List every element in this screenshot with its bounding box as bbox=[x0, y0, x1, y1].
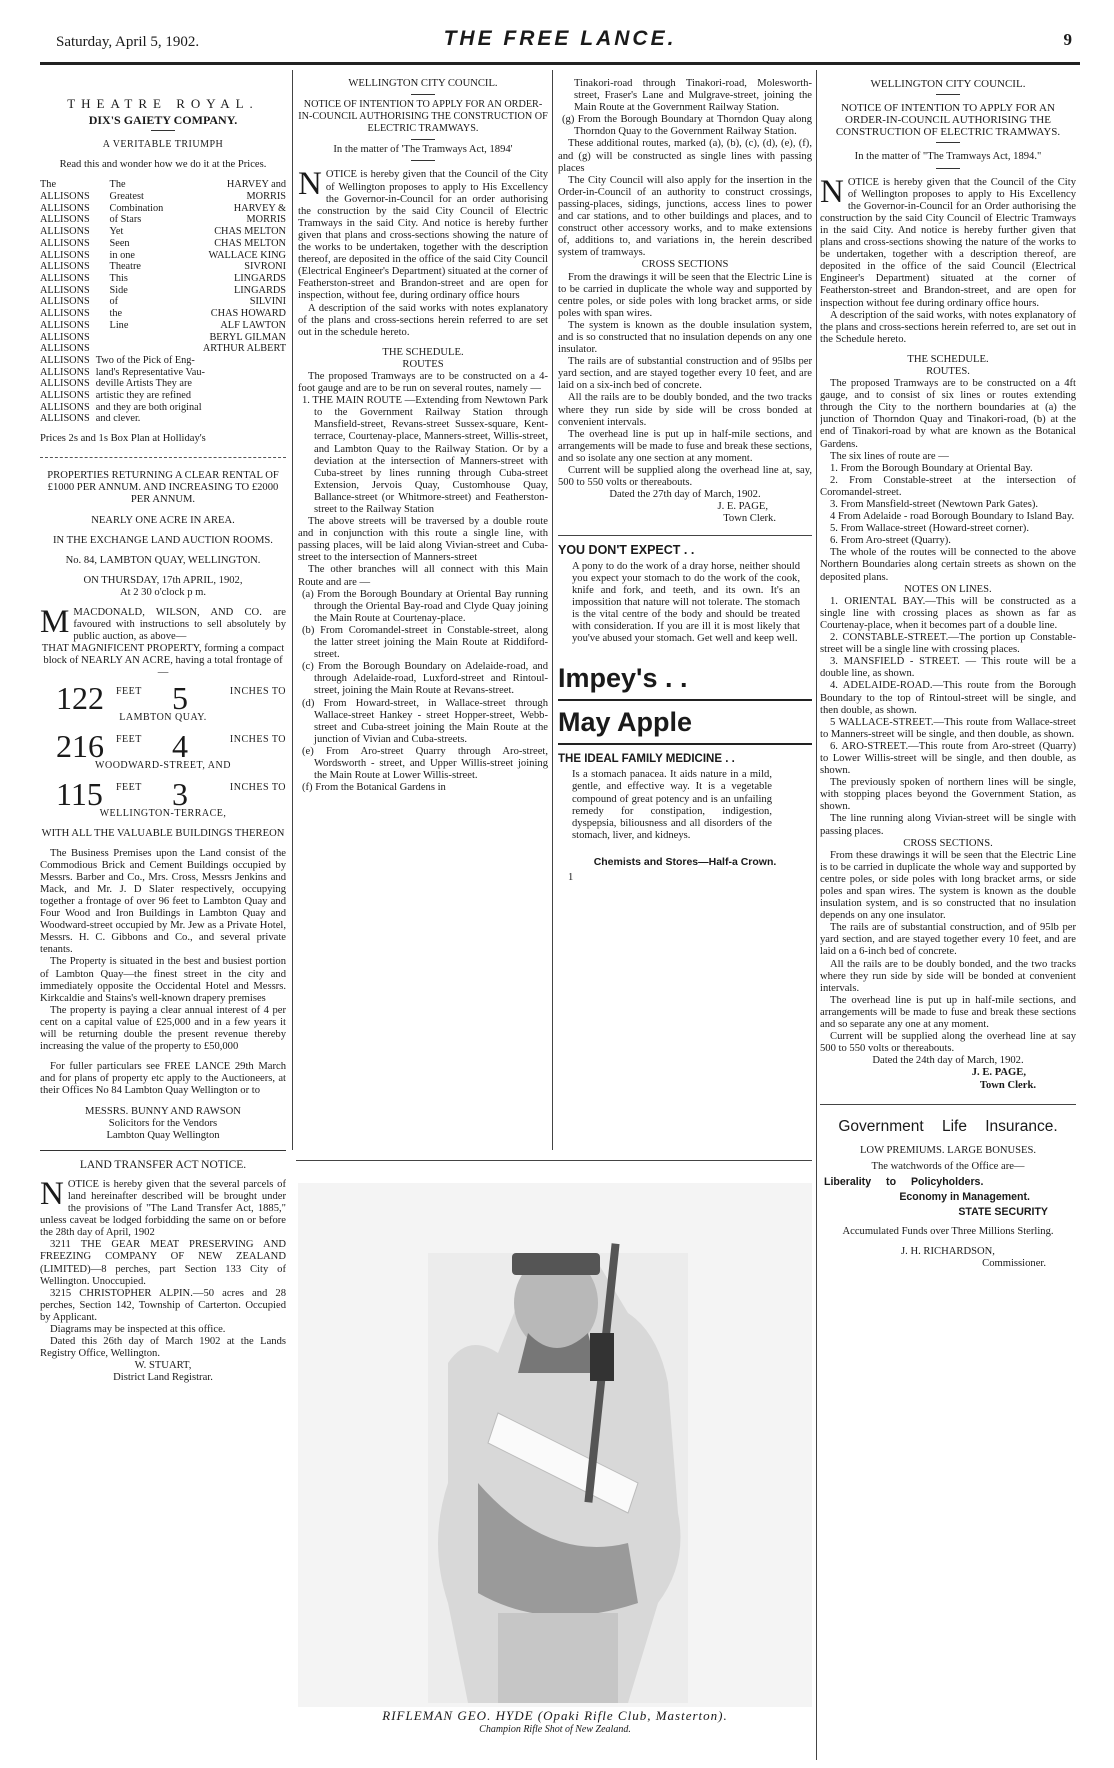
cs-current: Current will be supplied along the overhead line at, say, 500 to 550 volts or thereabouts. bbox=[558, 465, 812, 489]
note-item: 2. CONSTABLE-STREET.—The portion up Constable-street will be a single line with crossing places. bbox=[820, 632, 1076, 656]
cast-row bbox=[40, 179, 286, 191]
cast-cell: ALLISONS bbox=[40, 261, 90, 273]
cast-cell: CHAS HOWARD bbox=[210, 308, 286, 320]
inches-label: INCHES TO bbox=[229, 781, 286, 793]
land-signature: W. STUART, bbox=[134, 1360, 192, 1372]
cast-row bbox=[40, 367, 286, 379]
cast-cell: HARVEY and bbox=[226, 179, 286, 191]
inches-label: INCHES TO bbox=[229, 733, 286, 745]
cast-cell: WALLACE KING bbox=[208, 249, 286, 261]
notice-body-2-text: OTICE is hereby given that the Council of the City of Wellington proposes to apply to His Excellency the Governor-in-Council for an Order authorising the construction by the said City Council of Electric Tramways in the said City. And notice is hereby further given that plans and cross-sections showing the nature of the works to be undertaken, together with a description thereof, are deposited in the office of the said Council (Electrical Engineer's Department) situated at the corner of Featherston-street and Brandon-street, and are open for inspection without fee during ordinary office hours. bbox=[820, 176, 1076, 309]
photo-top-rule bbox=[296, 1160, 812, 1161]
route-line: 5. From Wallace-street (Howard-street corner). bbox=[830, 523, 1029, 535]
route-f-cont: Tinakori-road through Tinakori-road, Molesworth-street, Fraser's Lane and Mulgrave-street, joining the Main Route at the Government Railway Station. bbox=[574, 78, 812, 114]
branch-routes bbox=[298, 589, 548, 795]
frontage-front1 bbox=[40, 679, 286, 728]
prop-interest: The property is paying a clear annual interest of 4 per cent on a capital value of £25,000 and in a few years it will be returning double the present revenue thereby increasing the value of the property to £50,000 bbox=[40, 1004, 286, 1053]
cast-cell: MORRIS bbox=[246, 214, 286, 226]
read-line: Read this and wonder how we do it at the Prices. bbox=[59, 159, 267, 171]
cast-row bbox=[40, 378, 286, 390]
additional-routes: These additional routes, marked (a), (b), (c), (d), (e), (f), and (g) will be constructed as single lines with passing places bbox=[558, 138, 812, 174]
cast-row bbox=[40, 413, 286, 425]
cast-cell: ALLISONS bbox=[40, 249, 90, 261]
caption-line-2: Champion Rifle Shot of New Zealand. bbox=[479, 1724, 631, 1736]
route-line: 1. From the Borough Boundary at Oriental Bay. bbox=[830, 462, 1033, 474]
route-line: 4 From Adelaide - road Borough Boundary to Island Bay. bbox=[830, 511, 1075, 523]
cast-cell: ALLISONS bbox=[40, 273, 90, 284]
ad-number: 1 bbox=[568, 871, 574, 883]
photo-caption bbox=[298, 1710, 812, 1736]
feet-label: FEET bbox=[116, 685, 142, 697]
route-line: 2. From Constable-street at the intersection of Coromandel-street. bbox=[820, 474, 1076, 498]
cs-current-2: Current will be supplied along the overhead line at say 500 to 550 volts or thereabouts. bbox=[820, 1031, 1076, 1055]
gauge-text: The proposed Tramways are to be constructed on a 4-foot gauge and are to be run on several routes, namely — bbox=[298, 370, 548, 395]
prop-solicitors: MESSRS. BUNNY AND RAWSON bbox=[85, 1105, 241, 1117]
cast-cell: Two of the Pick of Eng- bbox=[95, 354, 195, 366]
accumulated: Accumulated Funds over Three Millions Sterling. bbox=[842, 1226, 1054, 1238]
notice-body-text: OTICE is hereby given that the Council of the City of Wellington proposes to apply to His Excellency the Governor-in-Council for an order authorising the construction by the said City Council of Electric Tramways in the said City. And notice is hereby further given that plans and cross-sections showing the nature of the works to be undertaken, together with the description thereof, are deposited in the office of the said City Council (Electrical Engineer's Department) situated at the corner of Featherston-street and Brandon-street and are open for inspection, without fee, during ordinary office hours bbox=[298, 169, 548, 302]
cast-cell: the bbox=[109, 308, 123, 320]
cast-cell: LINGARDS bbox=[233, 284, 286, 296]
frontage-front2 bbox=[40, 727, 286, 776]
issue-date: Saturday, April 5, 1902. bbox=[56, 34, 200, 50]
frontage-inches: 4 bbox=[172, 727, 188, 764]
impey-title: Impey's . . bbox=[558, 663, 688, 694]
cast-cell: ALLISONS bbox=[40, 191, 90, 203]
cast-cell bbox=[104, 332, 180, 344]
column-3 bbox=[558, 78, 812, 1158]
watchwords: The watchwords of the Office are— bbox=[871, 1160, 1025, 1172]
cast-cell: ALLISONS bbox=[40, 331, 90, 343]
gauge-text-2: The proposed Tramways are to be constructed on a 4ft gauge, and to consist of six lines or routes extending through the City to the northern boundaries at (a) the junction of Thorndon Quay and Tinakori-road, (b) at the end of Tinakori-road by what are known as the Botanical Gardens. bbox=[820, 378, 1076, 450]
cast-cell: ALLISONS bbox=[40, 366, 90, 378]
cross-sections-heading-2: CROSS SECTIONS. bbox=[903, 837, 993, 849]
land-diagrams: Diagrams may be inspected at this office. bbox=[50, 1324, 226, 1336]
notes-heading: NOTES ON LINES. bbox=[904, 583, 992, 595]
prop-premises: The Business Premises upon the Land consist of the Commodious Brick and Cement Buildings occupied by Messrs. Barber and Co., Mrs. Cross, Messrs Jenkins and Mack, and Mr. J. D Slater respectively, occupying together a frontage of over 96 feet to Lambton Quay and Four Wood and Iron Buildings in Lambton Quay and Woodward-street occupied by Mr. Jew as a Private Hotel, Messrs. H. C. Gibbons and Co., and several private tenants. bbox=[40, 847, 286, 956]
cast-row bbox=[40, 308, 286, 320]
cast-cell: Line bbox=[109, 319, 129, 331]
page-number: 9 bbox=[1063, 30, 1072, 49]
cast-cell: ALLISONS bbox=[40, 390, 90, 402]
cast-row bbox=[40, 402, 286, 414]
schedule-heading: THE SCHEDULE. bbox=[382, 346, 464, 358]
commissioner-title: Commissioner. bbox=[982, 1258, 1046, 1270]
cast-cell: LINGARDS bbox=[233, 273, 286, 284]
cast-row bbox=[40, 261, 286, 273]
double-route: The above streets will be traversed by a double route and in conjunction with this route a single line, with passing places, will be laid along Vivian-street and Cuba-street to the intersection of Manners-street bbox=[298, 516, 548, 564]
inches-label: INCHES TO bbox=[229, 685, 286, 697]
column-divider bbox=[816, 70, 817, 1760]
prop-buildings: WITH ALL THE VALUABLE BUILDINGS THEREON bbox=[41, 827, 285, 839]
land-transfer-notice bbox=[40, 1159, 286, 1385]
notice-body: NOTICE is hereby given that the Council of the City of Wellington proposes to apply to His Excellency the Governor-in-Council for an order authorising the construction by the said City Council of Electric Tramways in the said City. And notice is hereby further given that plans and cross-sections showing the nature of the works to be undertaken, together with the description thereof, are deposited in the office of the said City Council (Electrical Engineer's Department) situated at the corner of Featherston-street and Brandon-street and are open for inspection, without fee, during ordinary office hours bbox=[298, 166, 548, 302]
land-parcel-1: 3211 THE GEAR MEAT PRESERVING AND FREEZING COMPANY OF NEW ZEALAND (LIMITED)—8 perches, part Section 133 City of Wellington. Unoccupied. bbox=[40, 1239, 286, 1287]
company-name: DIX'S GAIETY COMPANY. bbox=[88, 113, 238, 128]
cast-cell: ALLISONS bbox=[40, 202, 90, 214]
prop-situation: The Property is situated in the best and busiest portion of Lambton Quay—the finest street in the city and immediately opposite the Occidental Hotel and Messrs. Kirkcaldie and Stains's well-known drapery premises bbox=[40, 956, 286, 1004]
cast-cell: ALF LAWTON bbox=[220, 319, 286, 331]
prop-particulars: For fuller particulars see FREE LANCE 29th March and for plans of property etc apply to the Auctioneers, at their Offices No 84 Lambton Quay Wellington or to bbox=[40, 1061, 286, 1097]
feet-label: FEET bbox=[116, 781, 142, 793]
cast-cell: Yet bbox=[109, 226, 124, 238]
cast-cell: Theatre bbox=[109, 261, 141, 273]
note-item: 6. ARO-STREET.—This route from Aro-street (Quarry) to Lower Willis-street will be single, and then double, as shown. bbox=[820, 740, 1076, 777]
cast-cell: ALLISONS bbox=[40, 214, 90, 226]
ideal-heading: THE IDEAL FAMILY MEDICINE . . bbox=[558, 753, 735, 766]
council-title: WELLINGTON CITY COUNCIL. bbox=[348, 78, 498, 89]
cs-overhead: The overhead line is put up in half-mile sections, and arrangements will be made to fuse and break these sections, and so isolate any one section at any moment. bbox=[558, 428, 812, 464]
column-divider bbox=[292, 70, 293, 1150]
ideal-body: Is a stomach panacea. It aids nature in a mild, gentle, and effective way. It is a vegetable compound of great potency and is an unfailing remedy for constipation, indigestion, dyspepsia, biliousness and all disorders of the stomach, liver, and kidneys. bbox=[572, 769, 772, 841]
cast-cell: ALLISONS bbox=[40, 284, 90, 296]
frontages bbox=[40, 679, 286, 824]
prop-headline: PROPERTIES RETURNING A CLEAR RENTAL OF £1000 PER ANNUM. AND INCREASING TO £2000 PER ANNUM. bbox=[47, 470, 279, 506]
branch-route: (e) From Aro-street Quarry through Aro-street, Wordsworth - street, and Upper Willis-street joining the Main Route at Lower Willis-street. bbox=[302, 745, 548, 782]
note-item: 3. MANSFIELD - STREET. — This route will be a double line, as shown. bbox=[820, 656, 1076, 680]
cs-bonded-2: All the rails are to be doubly bonded, and the two tracks where they run side by side will be bonded at convenient intervals. bbox=[820, 958, 1076, 994]
prop-time: At 2 30 o'clock p m. bbox=[119, 586, 207, 598]
prop-rooms: IN THE EXCHANGE LAND AUCTION ROOMS. bbox=[53, 534, 273, 546]
cs-system: The system is known as the double insulation system, and is so constructed that no insulation depends on any one insulator. bbox=[558, 319, 812, 356]
land-notice-text: OTICE is hereby given that the several parcels of land hereinafter described will be brought under the provisions of "The Land Transfer Act, 1885," unless caveat be lodged forbidding the same on or before the 28th day of April, 1902 bbox=[40, 1178, 286, 1239]
note-item: 1. ORIENTAL BAY.—This will be constructed as a single line with crossing places as shown as far as Courtenay-place, when it becomes part of a double line. bbox=[820, 595, 1076, 631]
dated-line: Dated the 27th day of March, 1902. bbox=[609, 489, 761, 501]
cs-overhead-2: The overhead line is put up in half-mile sections, and arrangements will be made to fuse and break these sections and so separate any one at any moment. bbox=[820, 994, 1076, 1031]
cast-cell: ALLISONS bbox=[40, 354, 90, 366]
cast-row bbox=[40, 390, 286, 402]
cast-cell: MORRIS bbox=[246, 191, 286, 203]
prop-vendors: Solicitors for the Vendors bbox=[108, 1117, 218, 1129]
cast-table-tail bbox=[40, 355, 286, 425]
cast-cell: ALLISONS bbox=[40, 343, 90, 355]
cs-bonded: All the rails are to be doubly bonded, and the two tracks where they run side by side will be cross bonded at convenient intervals. bbox=[558, 392, 812, 428]
frontage-feet: 216 bbox=[56, 727, 104, 764]
signature-2: J. E. PAGE, bbox=[971, 1067, 1026, 1079]
economy: Economy in Management. bbox=[899, 1190, 1030, 1203]
tramways-act-2: In the matter of "The Tramways Act, 1894." bbox=[854, 151, 1042, 163]
prop-address: No. 84, LAMBTON QUAY, WELLINGTON. bbox=[65, 554, 261, 566]
schedule-heading-2: THE SCHEDULE. bbox=[907, 353, 989, 365]
branch-route: (f) From the Botanical Gardens in bbox=[302, 782, 446, 794]
cast-cell: Greatest bbox=[109, 191, 144, 203]
cast-cell: and clever. bbox=[95, 413, 141, 425]
cast-cell: BERYL GILMAN bbox=[209, 331, 286, 343]
tramways-act: In the matter of 'The Tramways Act, 1894' bbox=[333, 144, 513, 156]
land-dated: Dated this 26th day of March 1902 at the Lands Registry Office, Wellington. bbox=[40, 1336, 286, 1360]
prop-auctioneer: MMACDONALD, WILSON, AND CO. are favoured with instructions to sell absolutely by public auction, as above— bbox=[40, 603, 286, 643]
cast-row bbox=[40, 238, 286, 250]
notice-heading-2: NOTICE OF INTENTION TO APPLY FOR AN ORDER-IN-COUNCIL AUTHORISING THE CONSTRUCTION OF ELECTRIC TRAMWAYS. bbox=[835, 102, 1061, 138]
prop-auctioneer-text: MACDONALD, WILSON, AND CO. are favoured with instructions to sell absolutely by public auction, as above— bbox=[73, 606, 286, 643]
frontage-street: LAMBTON QUAY. bbox=[119, 711, 207, 723]
cast-cell: CHAS MELTON bbox=[214, 226, 286, 238]
dated-line-2: Dated the 24th day of March, 1902. bbox=[872, 1055, 1024, 1067]
cast-cell: ALLISONS bbox=[40, 401, 90, 413]
prop-intro: THAT MAGNIFICENT PROPERTY, forming a compact block of NEARLY AN ACRE, having a total frontage of— bbox=[41, 643, 285, 679]
cast-cell: CHAS MELTON bbox=[214, 237, 286, 249]
cast-row bbox=[40, 285, 286, 297]
cast-cell: and they are both original bbox=[95, 401, 202, 413]
cast-row bbox=[40, 250, 286, 262]
prices-line: Prices 2s and 1s Box Plan at Holliday's bbox=[40, 433, 206, 445]
branch-route: (d) From Howard-street, in Wallace-street through Wallace-street Hankey - street Hopper-street, Webb-street and Cuba-street joining the Main Route at the junction of Vivian and Cuba-streets. bbox=[302, 697, 548, 745]
branch-route: (b) From Coromandel-street in Constable-street, along the latter street joining the Main Route at Riddiford-street. bbox=[302, 624, 548, 661]
town-clerk: Town Clerk. bbox=[723, 513, 776, 525]
cast-table bbox=[40, 179, 286, 355]
route-line: 6. From Aro-street (Quarry). bbox=[830, 535, 951, 547]
cast-cell: Combination bbox=[109, 202, 164, 214]
town-clerk-2: Town Clerk. bbox=[979, 1079, 1036, 1091]
cs-rails-2: The rails are of substantial construction, and of 95lb per yard section, and are stayed together every 10 feet, and are laid on a 6-inch bed of concrete. bbox=[820, 922, 1076, 958]
page-signature: J. E. PAGE, bbox=[717, 501, 768, 513]
cast-row bbox=[40, 355, 286, 367]
frontage-inches: 3 bbox=[172, 775, 188, 812]
liberality: Liberality to Policyholders. bbox=[824, 1175, 984, 1188]
feet-label: FEET bbox=[116, 733, 142, 745]
rifleman-illustration bbox=[298, 1183, 812, 1707]
commissioner-name: J. H. RICHARDSON, bbox=[901, 1246, 995, 1258]
cast-row bbox=[40, 273, 286, 285]
note-item: 5 WALLACE-STREET.—This route from Wallace-street to Manners-street will be single, and then double, as shown. bbox=[820, 716, 1076, 740]
land-parcel-2: 3215 CHRISTOPHER ALPIN.—50 acres and 28 perches, Section 142, Township of Carterton. Occupied by Applicant. bbox=[40, 1287, 286, 1323]
note-item: 4. ADELAIDE-ROAD.—This route from the Borough Boundary to the top of Rintoul-street will be single, and then double, as shown. bbox=[820, 680, 1076, 716]
cast-row bbox=[40, 296, 286, 308]
cast-cell: This bbox=[109, 273, 128, 284]
cast-cell: ALLISONS bbox=[40, 413, 90, 425]
frontage-feet: 122 bbox=[56, 679, 104, 716]
routes-heading: ROUTES bbox=[402, 358, 444, 370]
branches-intro: The other branches will all connect with this Main Route and are — bbox=[298, 564, 548, 588]
branch-route: (c) From the Borough Boundary on Adelaide-road, and through Adelaide-road, Luxford-street and Rintoul-street, joining the Main Route at Revans-street. bbox=[302, 661, 548, 697]
header-rule bbox=[40, 62, 1080, 65]
prop-area: NEARLY ONE ACRE IN AREA. bbox=[91, 514, 235, 526]
frontage-street: WELLINGTON-TERRACE, bbox=[99, 807, 227, 819]
state-security: STATE SECURITY bbox=[958, 1205, 1048, 1218]
land-title: LAND TRANSFER ACT NOTICE. bbox=[79, 1158, 247, 1171]
cast-row bbox=[40, 214, 286, 226]
branch-route: (a) From the Borough Boundary at Oriental Bay running through the Oriental Bay-road and Clyde Quay joining the Main Route at Courtenay-place. bbox=[302, 588, 548, 624]
cs-drawings-2: From these drawings it will be seen that the Electric Line is to be carried in duplicate the whole way and supported by centre poles, or side poles with long bracket arms, or side poles and span wires. The system is known as the double insulation system, and is so constructed that no insulation depends on any one insulator. bbox=[820, 849, 1076, 922]
cast-cell: ALLISONS bbox=[40, 226, 90, 238]
note-item: The line running along Vivian-street will be single with passing places. bbox=[820, 813, 1076, 837]
six-lines-intro: The six lines of route are — bbox=[830, 450, 949, 462]
cast-row bbox=[40, 320, 286, 332]
rifleman-photo bbox=[298, 1183, 812, 1707]
cast-cell: Seen bbox=[109, 237, 130, 249]
cross-sections-heading: CROSS SECTIONS bbox=[641, 259, 729, 271]
column-1 bbox=[40, 78, 286, 1758]
cast-cell: SILVINI bbox=[249, 296, 286, 308]
cast-cell: deville Artists They are bbox=[95, 378, 192, 390]
mayapple-title: May Apple bbox=[558, 707, 693, 738]
main-route: 1. THE MAIN ROUTE —Extending from Newtown Park to the Government Railway Station through Mansfield-street, Revans-street Sussex-square, Kent-terrace, Courtenay-place, Manners-street, Willis-street, and Lambton Quay to the Railway Station. Or by a deviation at the intersection of Manners-street with Cuba-street by lines running through Cuba-street Extension, Jervois Quay, Customhouse Quay, Ballance-street (or Whitmore-street) and Featherston-street to the Railway Station bbox=[302, 395, 548, 515]
ad-body: A pony to do the work of a dray horse, neither should you expect your stomach to do the work of the cook, knife and fork, and teeth, and its own. It's an impossition that nature will not tolerate. The stomach is the vital centre of the body and should be treated with consideration. If you are ill it is most likely that you've abused your stomach. Get well and keep well. bbox=[572, 560, 800, 645]
notice-heading: NOTICE OF INTENTION TO APPLY FOR AN ORDER-IN-COUNCIL AUTHORISING THE CONSTRUCTION OF ELECTRIC TRAMWAYS. bbox=[298, 99, 548, 135]
impey-ad bbox=[558, 544, 812, 884]
description: A description of the said works with notes explanatory of the plans and cross-sections herein referred to are set out in the schedule hereto. bbox=[298, 302, 548, 338]
chemists-line: Chemists and Stores—Half-a Crown. bbox=[593, 855, 777, 868]
cast-cell: ARTHUR ALBERT bbox=[202, 343, 286, 355]
cast-cell: in one bbox=[109, 249, 135, 261]
cs-drawings: From the drawings it will be seen that the Electric Line is to be carried in duplicate the whole way and supported by centre poles, or side poles with long bracket arms, or side poles with span wires. bbox=[558, 271, 812, 319]
cast-cell: SIVRONI bbox=[244, 261, 286, 273]
column-4 bbox=[820, 78, 1076, 1758]
cast-cell: The bbox=[109, 179, 126, 191]
prop-place: Lambton Quay Wellington bbox=[106, 1129, 220, 1141]
cast-cell: HARVEY & bbox=[233, 202, 286, 214]
theatre-title: THEATRE ROYAL. bbox=[67, 96, 259, 111]
ad-headline: YOU DON'T EXPECT . . bbox=[558, 543, 695, 558]
premiums-line: LOW PREMIUMS. LARGE BONUSES. bbox=[859, 1144, 1037, 1156]
property-auction-ad bbox=[40, 470, 286, 1142]
connected-text: The whole of the routes will be connected to the above Northern Boundaries along certain streets as shown on the deposited plans. bbox=[820, 547, 1076, 583]
land-notice: NOTICE is hereby given that the several parcels of land hereinafter described will be brought under the provisions of "The Land Transfer Act, 1885," unless caveat be lodged forbidding the same on or before the 28th day of April, 1902 bbox=[40, 1175, 286, 1239]
frontage-street: WOODWARD-STREET, AND bbox=[95, 759, 231, 771]
cast-cell: ALLISONS bbox=[40, 296, 90, 308]
triumph-line: A VERITABLE TRIUMPH bbox=[102, 139, 224, 151]
cast-cell: ALLISONS bbox=[40, 237, 90, 249]
cast-cell: of Stars bbox=[109, 214, 142, 226]
column-divider bbox=[552, 70, 553, 1150]
frontage-front3 bbox=[40, 775, 286, 824]
cast-row bbox=[40, 203, 286, 215]
note-item: The previously spoken of northern lines will be single, with stopping places beyond the Government Station, as shown. bbox=[820, 777, 1076, 813]
route-line: 3. From Mansfield-street (Newtown Park Gates). bbox=[830, 499, 1039, 511]
six-routes bbox=[820, 463, 1076, 548]
land-registrar: District Land Registrar. bbox=[113, 1372, 213, 1384]
council-apply: The City Council will also apply for the insertion in the Order-in-Council of an authority to construct crossings, passing-places, sidings, junctions, access lines to power and car stations, and to other buildings and places, and to construct other accessory works, and to make extensions of, additions to, and variations in, the herein described system of tramways. bbox=[558, 174, 812, 259]
cast-cell: of bbox=[109, 296, 119, 308]
notice-body-2: NOTICE is hereby given that the Council of the City of Wellington proposes to apply to His Excellency the Governor-in-Council for an Order authorising the construction by the said City Council of Electric Tramways in the said City. And notice is hereby further given that plans and cross-sections showing the nature of the works to be undertaken, together with a description thereof, are deposited in the office of the said Council (Electrical Engineer's Department) situated at the corner of Featherston-street and Brandon-street, and are open for inspection without fee during ordinary office hours. bbox=[820, 173, 1076, 309]
cast-cell: ALLISONS bbox=[40, 308, 90, 320]
frontage-feet: 115 bbox=[56, 775, 103, 812]
gov-life-ad bbox=[820, 1117, 1076, 1271]
cast-row bbox=[40, 332, 286, 344]
cs-rails: The rails are of substantial construction and of 95lbs per yard section, and are stayed together every 10 feet, and are laid on a six-inch bed of concrete. bbox=[558, 356, 812, 392]
description-2: A description of the said works, with notes explanatory of the plans and cross-sections herein referred to, are set out in the Schedule hereto. bbox=[820, 309, 1076, 345]
caption-line-1: RIFLEMAN GEO. HYDE (Opaki Rifle Club, Masterton). bbox=[382, 1708, 728, 1723]
cast-cell: ALLISONS bbox=[40, 319, 90, 331]
cast-row bbox=[40, 226, 286, 238]
frontage-inches: 5 bbox=[172, 679, 188, 716]
cast-cell bbox=[104, 343, 180, 355]
cast-row bbox=[40, 191, 286, 203]
routes-heading-2: ROUTES. bbox=[926, 365, 970, 377]
cast-row bbox=[40, 343, 286, 355]
column-2 bbox=[298, 78, 548, 1158]
masthead: THE FREE LANCE. bbox=[443, 27, 677, 50]
gov-life-title: Government Life Insurance. bbox=[838, 1117, 1058, 1135]
cast-cell: ALLISONS bbox=[40, 378, 90, 390]
cast-cell: Side bbox=[109, 284, 128, 296]
page-header bbox=[40, 27, 1080, 58]
theatre-royal-ad bbox=[40, 98, 286, 445]
route-g: (g) From the Borough Boundary at Thorndon Quay along Thorndon Quay to the Government Railway Station. bbox=[562, 114, 812, 138]
cast-cell: The bbox=[40, 179, 57, 191]
prop-date: ON THURSDAY, 17th APRIL, 1902, bbox=[83, 574, 243, 586]
cast-cell: artistic they are refined bbox=[95, 390, 191, 402]
cast-cell: land's Representative Vau- bbox=[95, 366, 205, 378]
notes-list bbox=[820, 596, 1076, 838]
council-title-2: WELLINGTON CITY COUNCIL. bbox=[870, 78, 1026, 90]
